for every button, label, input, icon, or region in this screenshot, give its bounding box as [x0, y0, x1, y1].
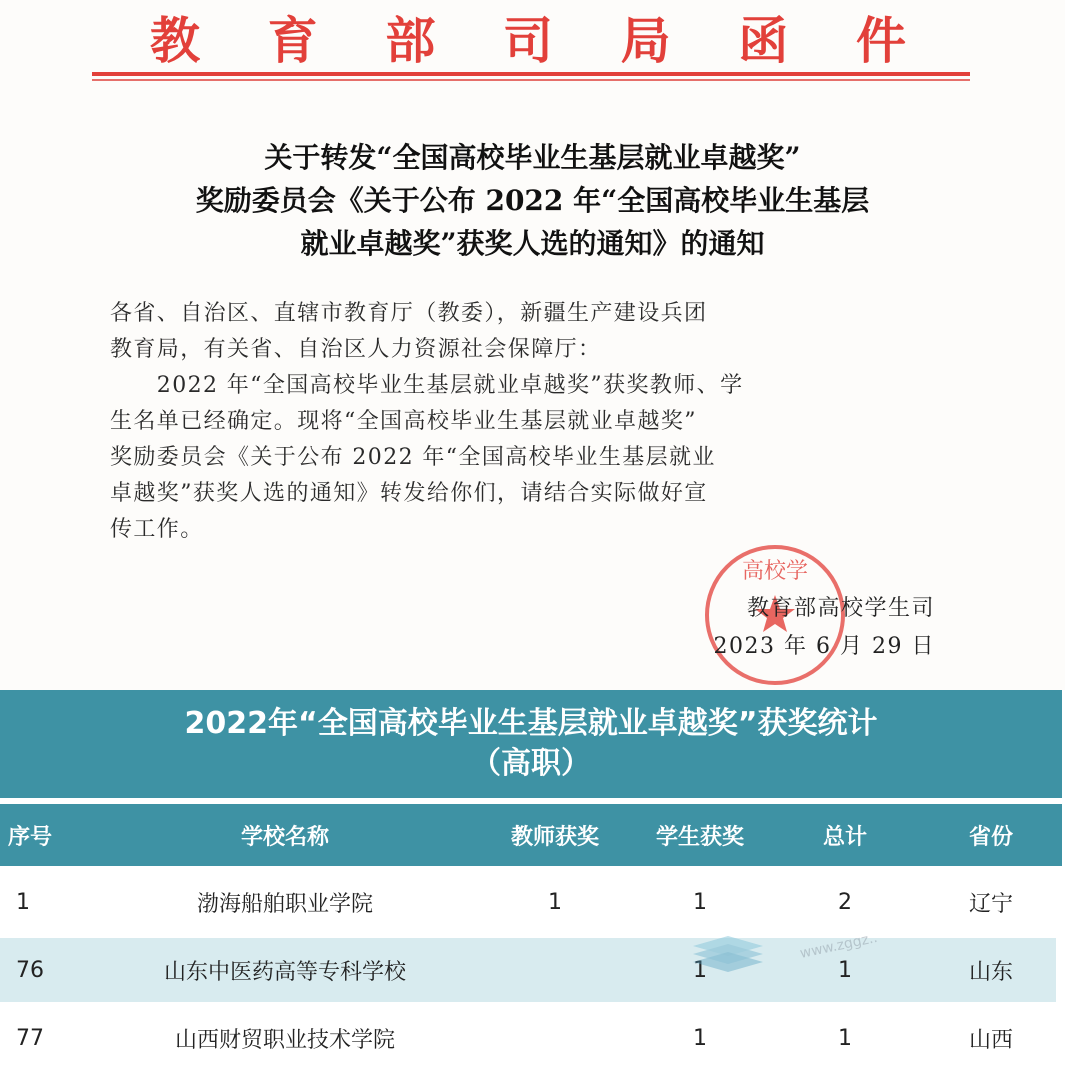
table-title: [0, 690, 1062, 798]
letterhead-char: 部: [385, 11, 440, 70]
cell-school: 渤海船舶职业学院: [196, 891, 373, 917]
letterhead-rule: [92, 72, 970, 76]
signature-org: 教育部高校学生司: [746, 596, 935, 621]
body-line: 传工作。: [110, 517, 204, 542]
cell-total: 1: [838, 1025, 852, 1051]
cell-no: 1: [16, 889, 30, 915]
award-statistics-table: [0, 690, 1065, 1062]
document-title: [60, 136, 1005, 265]
letter-body: [110, 296, 940, 548]
header-student: 学生获奖: [655, 824, 744, 850]
letterhead-char: 局: [620, 11, 675, 70]
document-title-line: 关于转发“全国高校毕业生基层就业卓越奖”: [264, 141, 801, 174]
cell-total: 2: [838, 889, 852, 915]
body-line: 教育局，有关省、自治区人力资源社会保障厅：: [110, 337, 602, 362]
cell-province: 辽宁: [968, 891, 1013, 917]
cell-province: 山东: [968, 959, 1013, 985]
cell-no: 77: [16, 1025, 44, 1051]
letterhead-char: 育: [267, 11, 322, 70]
letterhead-char: 教: [150, 11, 204, 70]
cell-teacher: [490, 1006, 620, 1070]
body-line: 奖励委员会《关于公布 2022 年“全国高校毕业生基层就业: [110, 445, 716, 470]
cell-teacher: [490, 938, 620, 1002]
seal-text: 高校学: [741, 559, 809, 584]
body-line: 卓越奖”获奖人选的通知》转发给你们，请结合实际做好宣: [110, 481, 708, 506]
cell-total: 1: [838, 957, 852, 983]
table-title-line1: 2022年“全国高校毕业生基层就业卓越奖”获奖统计: [184, 706, 878, 741]
header-school: 学校名称: [240, 824, 329, 850]
document-title-line: 奖励委员会《关于公布 2022 年“全国高校毕业生基层: [195, 184, 870, 217]
cell-teacher: 1: [548, 889, 562, 915]
header-province: 省份: [968, 824, 1013, 850]
cell-no: 76: [16, 957, 44, 983]
cell-school: 山西财贸职业技术学院: [174, 1027, 395, 1053]
header-no: 序号: [8, 824, 53, 850]
cell-student: 1: [693, 889, 707, 915]
document-title-line: 就业卓越奖”获奖人选的通知》的通知: [300, 227, 765, 260]
table-row: [0, 1006, 1062, 1070]
header-total: 总计: [822, 824, 867, 850]
cell-student: 1: [693, 1025, 707, 1051]
body-line: 各省、自治区、直辖市教育厅（教委），新疆生产建设兵团: [110, 301, 708, 326]
watermark-text: www.zggz..: [798, 929, 879, 962]
cell-province: 山西: [968, 1027, 1013, 1053]
letterhead: [90, 2, 970, 72]
body-line: 2022 年“全国高校毕业生基层就业卓越奖”获奖教师、学: [110, 373, 744, 398]
letterhead-char: 司: [502, 11, 557, 70]
cell-school: 山东中医药高等专科学校: [163, 959, 406, 985]
signature-date: 2023 年 6 月 29 日: [713, 634, 935, 659]
letterhead-char: 件: [855, 11, 910, 70]
body-line: 生名单已经确定。现将“全国高校毕业生基层就业卓越奖”: [110, 409, 697, 434]
header-teacher: 教师获奖: [510, 824, 599, 850]
cell-student: 1: [693, 957, 707, 983]
letterhead-rule-thin: [92, 79, 970, 81]
signature-block: [600, 590, 935, 666]
table-title-line2: （高职）: [471, 746, 591, 781]
watermark-logo-icon: [683, 924, 943, 984]
letterhead-char: 函: [738, 11, 793, 70]
table-header-row: [0, 804, 1062, 866]
